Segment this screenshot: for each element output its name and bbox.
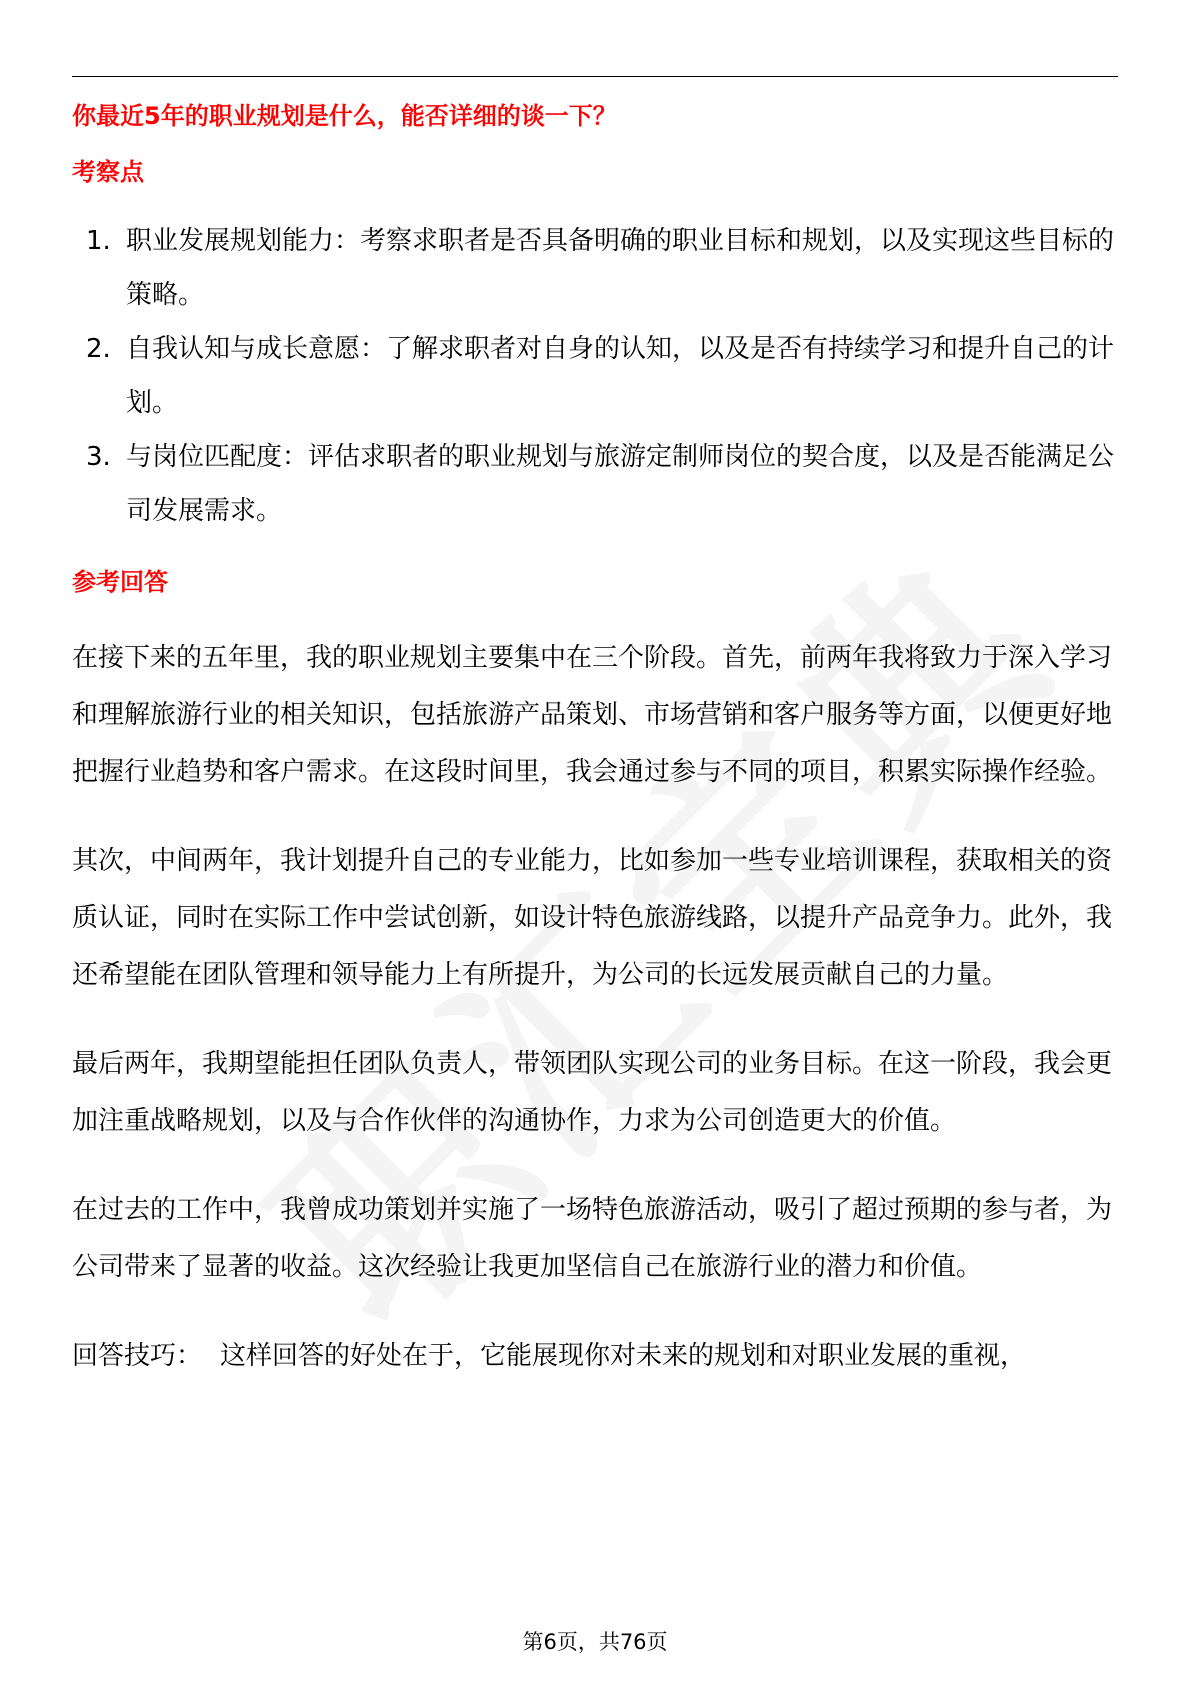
answer-paragraph: 最后两年，我期望能担任团队负责人，带领团队实现公司的业务目标。在这一阶段，我会更加注重战略规划，以及与合作伙伴的沟通协作，力求为公司创造更大的价值。 — [72, 1049, 1113, 1136]
question-heading: 你最近5年的职业规划是什么，能否详细的谈一下？ — [72, 102, 617, 130]
answer-tip-text: 这样回答的好处在于，它能展现你对未来的规划和对职业发展的重视， — [220, 1341, 1027, 1371]
list-item-text: 与岗位匹配度：评估求职者的职业规划与旅游定制师岗位的契合度，以及是否能满足公司发展需求。 — [126, 442, 1115, 526]
examine-points-title: 考察点 — [72, 158, 144, 186]
list-item — [72, 322, 1118, 430]
page-content — [72, 92, 1118, 1385]
list-item-text: 自我认知与成长意愿：了解求职者对自身的认知，以及是否有持续学习和提升自己的计划。 — [126, 334, 1115, 418]
page-number: 第6页，共76页 — [522, 1630, 668, 1654]
answer-paragraph: 其次，中间两年，我计划提升自己的专业能力，比如参加一些专业培训课程，获取相关的资质认证，同时在实际工作中尝试创新，如设计特色旅游线路，以提升产品竞争力。此外，我还希望能在团队管理和领导能力上有所提升，为公司的长远发展贡献自己的力量。 — [72, 846, 1113, 990]
list-item-number: 1. — [86, 226, 111, 256]
list-item-number: 3. — [86, 442, 111, 472]
answer-tip-label: 回答技巧： — [72, 1341, 203, 1371]
top-rule — [72, 76, 1118, 77]
reference-answer-title: 参考回答 — [72, 568, 168, 596]
examine-points-list — [72, 214, 1118, 538]
answer-tip — [72, 1328, 1118, 1385]
list-item — [72, 430, 1118, 538]
list-item — [72, 214, 1118, 322]
answer-paragraph: 在过去的工作中，我曾成功策划并实施了一场特色旅游活动，吸引了超过预期的参与者，为公司带来了显著的收益。这次经验让我更加坚信自己在旅游行业的潜力和价值。 — [72, 1195, 1113, 1282]
answer-paragraph: 在接下来的五年里，我的职业规划主要集中在三个阶段。首先，前两年我将致力于深入学习和理解旅游行业的相关知识，包括旅游产品策划、市场营销和客户服务等方面，以便更好地把握行业趋势和客户需求。在这段时间里，我会通过参与不同的项目，积累实际操作经验。 — [72, 643, 1113, 787]
list-item-text: 职业发展规划能力：考察求职者是否具备明确的职业目标和规划，以及实现这些目标的策略。 — [126, 226, 1115, 310]
list-item-number: 2. — [86, 334, 111, 364]
